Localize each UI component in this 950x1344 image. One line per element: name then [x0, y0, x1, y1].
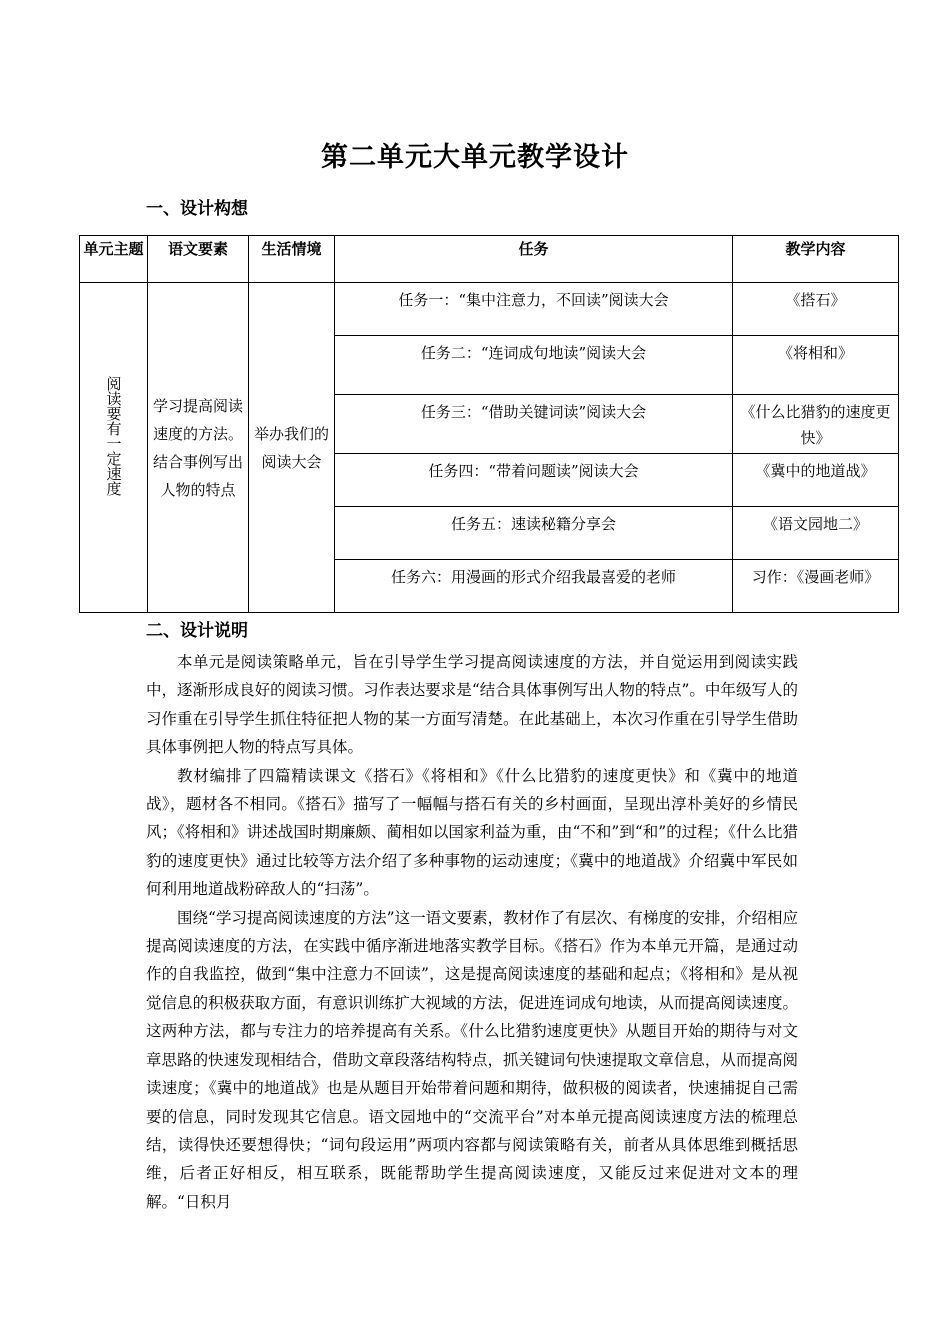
task-cell: 任务五：速读秘籍分享会 [335, 507, 733, 560]
paragraph: 围绕“学习提高阅读速度的方法”这一语文要素，教材作了有层次、有梯度的安排，介绍相应提高阅读速度的方法，在实践中循序渐进地落实教学目标。《搭石》作为本单元开篇，是通过动作的自我监控，做到“集中注意力不回读”，这是提高阅读速度的基础和起点；《将相和》是从视觉信息的积极获取方面，有意识训练扩大视域的方法，促进连词成句地读，从而提高阅读速度。这两种方法，都与专注力的培养提高有关系。《什么比猎豹速度更快》从题目开始的期待与对文章思路的快速发现相结合，借助文章段落结构特点，抓关键词句快速提取文章信息，从而提高阅读速度；《冀中的地道战》也是从题目开始带着问题和期待，做积极的阅读者，快速捕捉自己需要的信息，同时发现其它信息。语文园地中的“交流平台”对本单元提高阅读速度方法的梳理总结，读得快还要想得快；“词句段运用”两项内容都与阅读策略有关，前者从具体思维到概括思维，后者正好相反，相互联系，既能帮助学生提高阅读速度，又能反过来促进对文本的理解。“日积月 [146, 908, 798, 1211]
header-cell: 生活情境 [249, 236, 335, 283]
task-cell: 任务三：“借助关键词读”阅读大会 [335, 395, 733, 454]
paragraph: 教材编排了四篇精读课文《搭石》《将相和》《什么比猎豹的速度更快》和《冀中的地道战》，题材各不相同。《搭石》描写了一幅幅与搭石有关的乡村画面，呈现出淳朴美好的乡情民风；《将相和》讲述战国时期廉颇、蔺相如以国家利益为重，由“不和”到“和”的过程；《什么比猎豹的速度更快》通过比较等方法介绍了多种事物的运动速度；《冀中的地道战》介绍冀中军民如何利用地道战粉碎敌人的“扫荡”。 [146, 766, 798, 899]
header-cell: 教学内容 [733, 236, 899, 283]
table-row [80, 283, 899, 336]
content-cell: 《冀中的地道战》 [733, 454, 899, 507]
paragraph: 本单元是阅读策略单元，旨在引导学生学习提高阅读速度的方法，并自觉运用到阅读实践中，逐渐形成良好的阅读习惯。习作表达要求是“结合具体事例写出人物的特点”。中年级写人的习作重在引导学生抓住特征把人物的某一方面写清楚。在此基础上，本次习作重在引导学生借助具体事例把人物的特点写具体。 [146, 653, 798, 757]
design-notes-body [146, 648, 798, 1216]
life-situation-cell: 举办我们的阅读大会 [249, 283, 335, 613]
page-title: 第二单元大单元教学设计 [321, 142, 629, 173]
task-cell: 任务二：“连词成句地读”阅读大会 [335, 336, 733, 395]
header-cell: 语文要素 [148, 236, 249, 283]
task-cell: 任务一：“集中注意力，不回读”阅读大会 [335, 283, 733, 336]
content-cell: 《搭石》 [733, 283, 899, 336]
unit-theme-text: 阅读要有一定速度 [104, 375, 123, 496]
header-cell: 单元主题 [80, 236, 148, 283]
design-table [79, 235, 899, 613]
content-cell: 习作：《漫画老师》 [733, 560, 899, 613]
table-header-row [80, 236, 899, 283]
content-cell: 《语文园地二》 [733, 507, 899, 560]
unit-theme-cell [80, 283, 148, 613]
section-heading-design-concept: 一、设计构想 [146, 199, 248, 219]
content-cell: 《什么比猎豹的速度更快》 [733, 395, 899, 454]
header-cell: 任务 [335, 236, 733, 283]
task-cell: 任务六：用漫画的形式介绍我最喜爱的老师 [335, 560, 733, 613]
language-element-cell: 学习提高阅读速度的方法。结合事例写出人物的特点 [148, 283, 249, 613]
task-cell: 任务四：“带着问题读”阅读大会 [335, 454, 733, 507]
section-heading-design-notes: 二、设计说明 [146, 621, 248, 641]
content-cell: 《将相和》 [733, 336, 899, 395]
